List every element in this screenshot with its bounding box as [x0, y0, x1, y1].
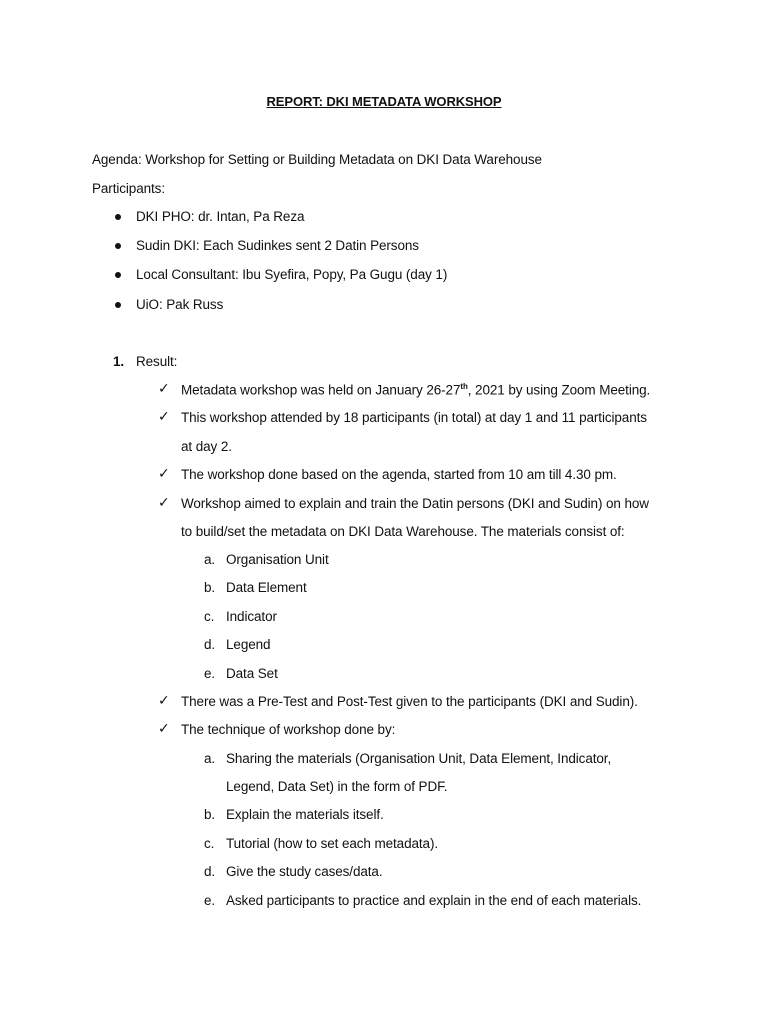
- list-item: Sudin DKI: Each Sudinkes sent 2 Datin Persons: [136, 238, 419, 253]
- bullet-icon: [115, 272, 121, 278]
- result-item: There was a Pre-Test and Post-Test given to the participants (DKI and Sudin).: [181, 694, 638, 709]
- participants-label: Participants:: [92, 181, 165, 196]
- result-item-continuation: to build/set the metadata on DKI Data Warehouse. The materials consist of:: [181, 524, 625, 539]
- list-letter: a.: [204, 552, 216, 567]
- result-text: , 2021 by using Zoom Meeting.: [467, 382, 651, 398]
- list-item: Data Element: [226, 580, 307, 595]
- list-item: UiO: Pak Russ: [136, 297, 224, 312]
- section-number: 1.: [113, 354, 125, 369]
- checkmark-icon: ✓: [158, 409, 170, 425]
- list-letter: e.: [204, 666, 216, 681]
- list-item: Asked participants to practice and explain in the end of each materials.: [226, 893, 642, 908]
- section-heading: Result:: [136, 354, 178, 369]
- bullet-icon: [115, 243, 121, 249]
- list-letter: c.: [204, 836, 215, 851]
- list-item: Tutorial (how to set each metadata).: [226, 836, 439, 851]
- checkmark-icon: ✓: [158, 466, 170, 482]
- list-letter: d.: [204, 864, 216, 879]
- checkmark-icon: ✓: [158, 381, 170, 397]
- list-letter: c.: [204, 609, 215, 624]
- bullet-icon: [115, 302, 121, 308]
- list-letter: b.: [204, 580, 216, 595]
- result-item: Workshop aimed to explain and train the Datin persons (DKI and Sudin) on how: [181, 496, 649, 511]
- list-letter: a.: [204, 751, 216, 766]
- list-item: Data Set: [226, 666, 278, 681]
- checkmark-icon: ✓: [158, 693, 170, 709]
- result-text: Metadata workshop was held on January 26-27: [181, 382, 461, 398]
- list-item: Local Consultant: Ibu Syefira, Popy, Pa Gugu (day 1): [136, 267, 448, 282]
- result-item-continuation: at day 2.: [181, 439, 232, 454]
- list-letter: e.: [204, 893, 216, 908]
- checkmark-icon: ✓: [158, 495, 170, 511]
- list-item: Give the study cases/data.: [226, 864, 383, 879]
- list-letter: d.: [204, 637, 216, 652]
- list-item: Sharing the materials (Organisation Unit, Data Element, Indicator,: [226, 751, 612, 766]
- list-item-continuation: Legend, Data Set) in the form of PDF.: [226, 779, 448, 794]
- list-item: Indicator: [226, 609, 277, 624]
- superscript: th: [460, 382, 468, 391]
- bullet-icon: [115, 214, 121, 220]
- report-title: REPORT: DKI METADATA WORKSHOP: [266, 94, 502, 109]
- checkmark-icon: ✓: [158, 721, 170, 737]
- list-item: Explain the materials itself.: [226, 807, 384, 822]
- agenda-line: Agenda: Workshop for Setting or Building Metadata on DKI Data Warehouse: [92, 152, 542, 167]
- list-item: Legend: [226, 637, 271, 652]
- result-item: This workshop attended by 18 participants (in total) at day 1 and 11 participants: [181, 410, 647, 425]
- result-item: The technique of workshop done by:: [181, 722, 396, 737]
- list-letter: b.: [204, 807, 216, 822]
- result-item: The workshop done based on the agenda, started from 10 am till 4.30 pm.: [181, 467, 617, 482]
- list-item: DKI PHO: dr. Intan, Pa Reza: [136, 209, 305, 224]
- list-item: Organisation Unit: [226, 552, 329, 567]
- result-item: [181, 382, 650, 398]
